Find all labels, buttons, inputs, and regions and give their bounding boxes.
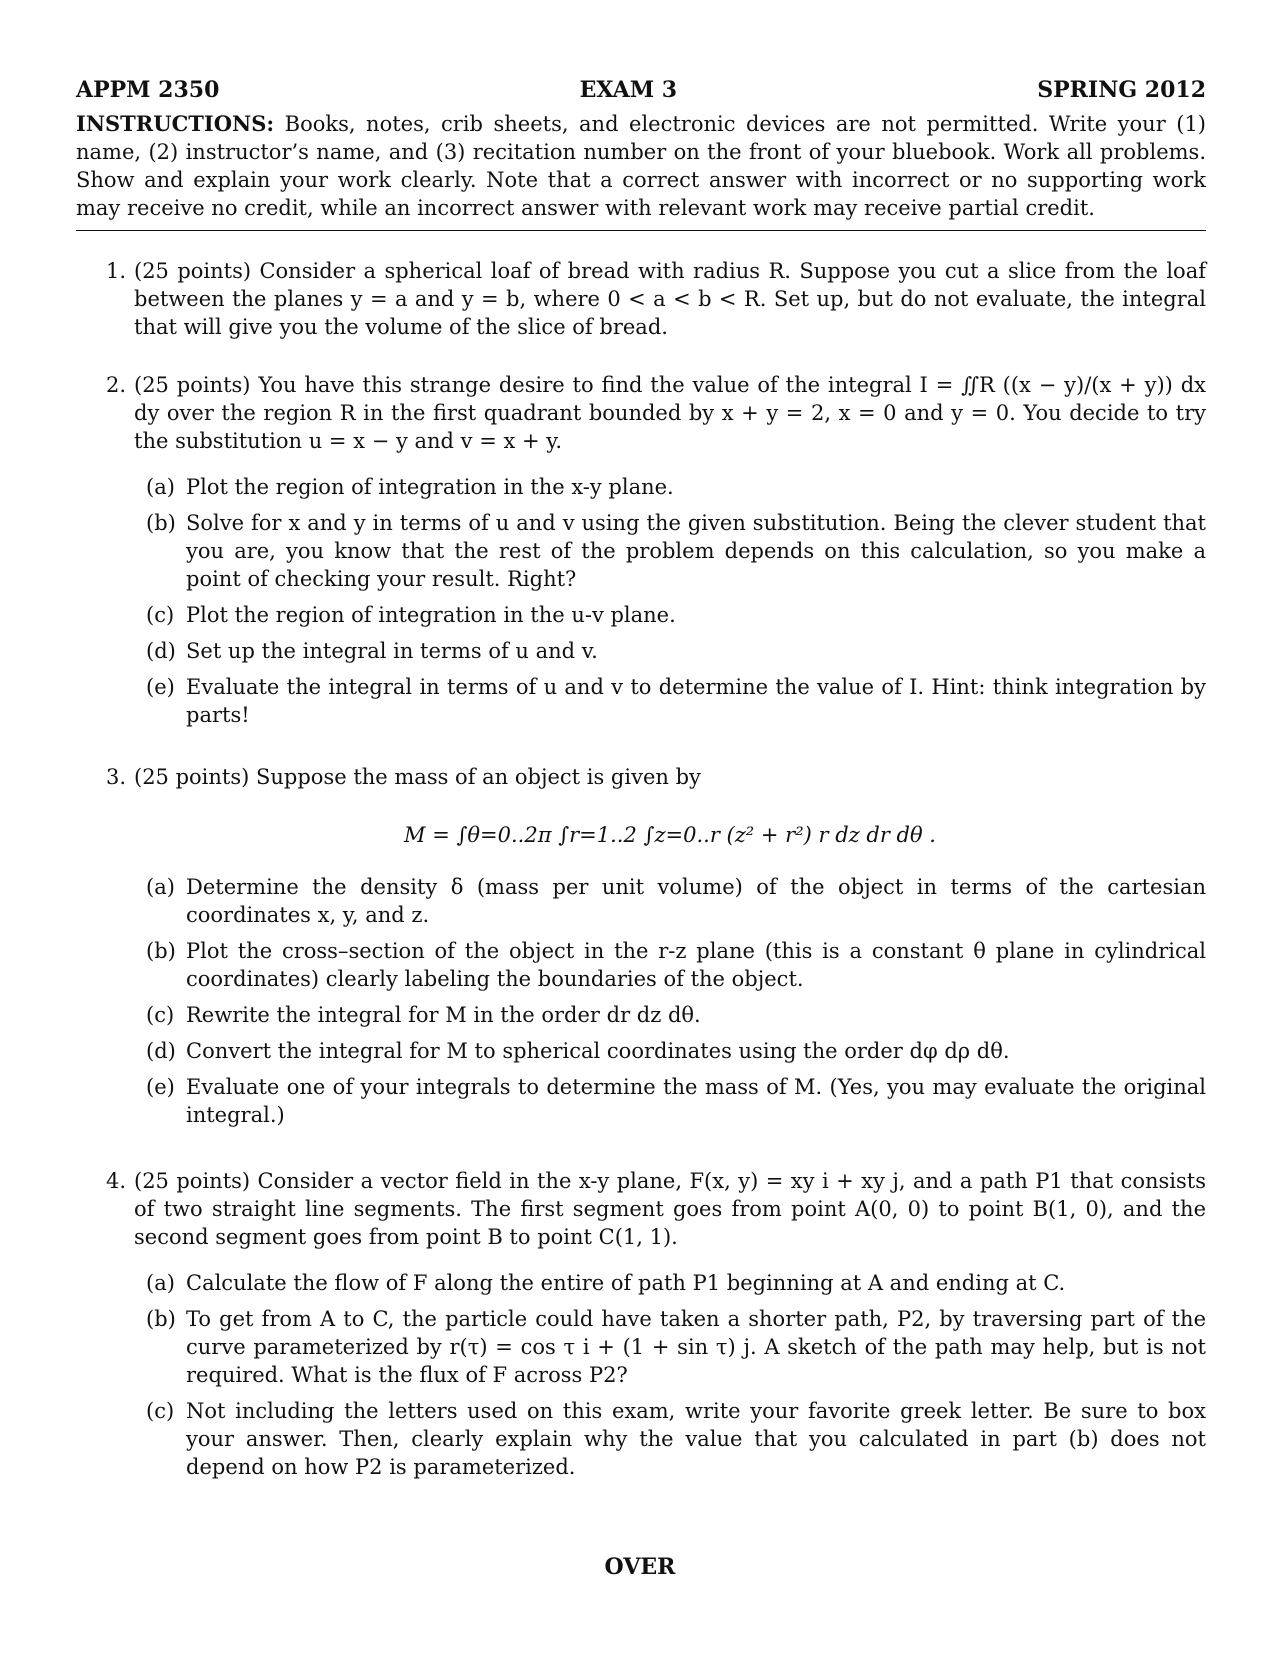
course-code: APPM 2350	[76, 77, 220, 103]
part-2b	[146, 509, 1206, 593]
part-text: Convert the integral for M to spherical coordinates using the order dφ dρ dθ.	[186, 1039, 1010, 1063]
part-label: (c)	[146, 1399, 175, 1423]
problem-number: 4.	[106, 1169, 127, 1193]
part-3c	[146, 1001, 1206, 1029]
problem-parts	[134, 473, 1206, 729]
instructions-block	[76, 110, 1206, 231]
problem-text: (25 points) Consider a spherical loaf of bread with radius R. Suppose you cut a slice from the loaf between the planes y = a and y = b, where 0 < a < b < R. Set up, but do not evaluate, the integral that will give you the volume of the slice of bread.	[134, 259, 1206, 339]
part-label: (b)	[146, 939, 176, 963]
exam-title: EXAM 3	[579, 77, 678, 103]
part-3e	[146, 1073, 1206, 1129]
problem-4	[106, 1167, 1206, 1481]
problem-2	[106, 371, 1206, 729]
part-text: Plot the region of integration in the x-y plane.	[186, 475, 674, 499]
part-label: (a)	[146, 1271, 175, 1295]
part-label: (b)	[146, 1307, 176, 1331]
part-text: Plot the cross–section of the object in the r-z plane (this is a constant θ plane in cylindrical coordinates) clearly labeling the boundaries of the object.	[186, 939, 1206, 991]
instructions-label: INSTRUCTIONS:	[76, 111, 275, 136]
page-footer-over: OVER	[604, 1554, 676, 1580]
part-3a	[146, 873, 1206, 929]
part-3d	[146, 1037, 1206, 1065]
problem-number: 1.	[106, 259, 127, 283]
part-text: Set up the integral in terms of u and v.	[186, 639, 598, 663]
problem-1	[106, 257, 1206, 341]
part-4b	[146, 1305, 1206, 1389]
part-text: Plot the region of integration in the u-v plane.	[186, 603, 676, 627]
part-label: (b)	[146, 511, 176, 535]
part-text: Not including the letters used on this exam, write your favorite greek letter. Be sure to box your answer. Then, clearly explain why the value that you calculated in part (b) does not depend on how P2 is parameterized.	[186, 1399, 1206, 1479]
part-text: Solve for x and y in terms of u and v using the given substitution. Being the clever student that you are, you know that the rest of the problem depends on this calculation, so you make a point of checking your result. Right?	[186, 511, 1206, 591]
part-label: (c)	[146, 603, 175, 627]
part-label: (c)	[146, 1003, 175, 1027]
exam-page	[76, 76, 1206, 1505]
part-text: Evaluate one of your integrals to determine the mass of M. (Yes, you may evaluate the original integral.)	[186, 1075, 1206, 1127]
exam-header	[76, 76, 1206, 104]
mass-equation	[134, 803, 1206, 863]
part-label: (d)	[146, 639, 176, 663]
part-text: Determine the density δ (mass per unit volume) of the object in terms of the cartesian coordinates x, y, and z.	[186, 875, 1206, 927]
part-text: Rewrite the integral for M in the order dr dz dθ.	[186, 1003, 701, 1027]
part-2d	[146, 637, 1206, 665]
part-text: To get from A to C, the particle could have taken a shorter path, P2, by traversing part of the curve parameterized by r(τ) = cos τ i + (1 + sin τ) j. A sketch of the path may help, but is not required. What is the flux of F across P2?	[186, 1307, 1206, 1387]
part-2e	[146, 673, 1206, 729]
problem-parts	[134, 1269, 1206, 1481]
problem-list	[76, 257, 1206, 1481]
part-4c	[146, 1397, 1206, 1481]
problem-text: (25 points) You have this strange desire to find the value of the integral I = ∬R ((x − y)/(x + y)) dx dy over the region R in the first quadrant bounded by x + y = 2, x = 0 and y = 0. You decide to try the substitution u = x − y and v = x + y.	[134, 373, 1206, 453]
problem-parts	[134, 873, 1206, 1129]
part-3b	[146, 937, 1206, 993]
problem-number: 3.	[106, 765, 127, 789]
part-label: (d)	[146, 1039, 176, 1063]
problem-text: (25 points) Suppose the mass of an object is given by	[134, 765, 701, 789]
part-2a	[146, 473, 1206, 501]
part-label: (e)	[146, 1075, 175, 1099]
part-2c	[146, 601, 1206, 629]
part-label: (a)	[146, 475, 175, 499]
part-label: (a)	[146, 875, 175, 899]
problem-text: (25 points) Consider a vector field in the x-y plane, F(x, y) = xy i + xy j, and a path P1 that consists of two straight line segments. The first segment goes from point A(0, 0) to point B(1, 0), and the second segment goes from point B to point C(1, 1).	[134, 1169, 1206, 1249]
part-text: Calculate the flow of F along the entire of path P1 beginning at A and ending at C.	[186, 1271, 1066, 1295]
equation-text: M = ∫θ=0..2π ∫r=1..2 ∫z=0..r (z² + r²) r dz dr dθ .	[404, 823, 936, 847]
instructions-text: Books, notes, crib sheets, and electronic devices are not permitted. Write your (1) name, (2) instructor’s name, and (3) recitation number on the front of your bluebook. Work all problems. Show and explain your work clearly. Note that a correct answer with incorrect or no supporting work may receive no credit, while an incorrect answer with relevant work may receive partial credit.	[76, 112, 1206, 220]
problem-number: 2.	[106, 373, 127, 397]
part-4a	[146, 1269, 1206, 1297]
part-label: (e)	[146, 675, 175, 699]
part-text: Evaluate the integral in terms of u and v to determine the value of I. Hint: think integration by parts!	[186, 675, 1206, 727]
exam-term: SPRING 2012	[1037, 77, 1206, 103]
problem-3	[106, 763, 1206, 1129]
